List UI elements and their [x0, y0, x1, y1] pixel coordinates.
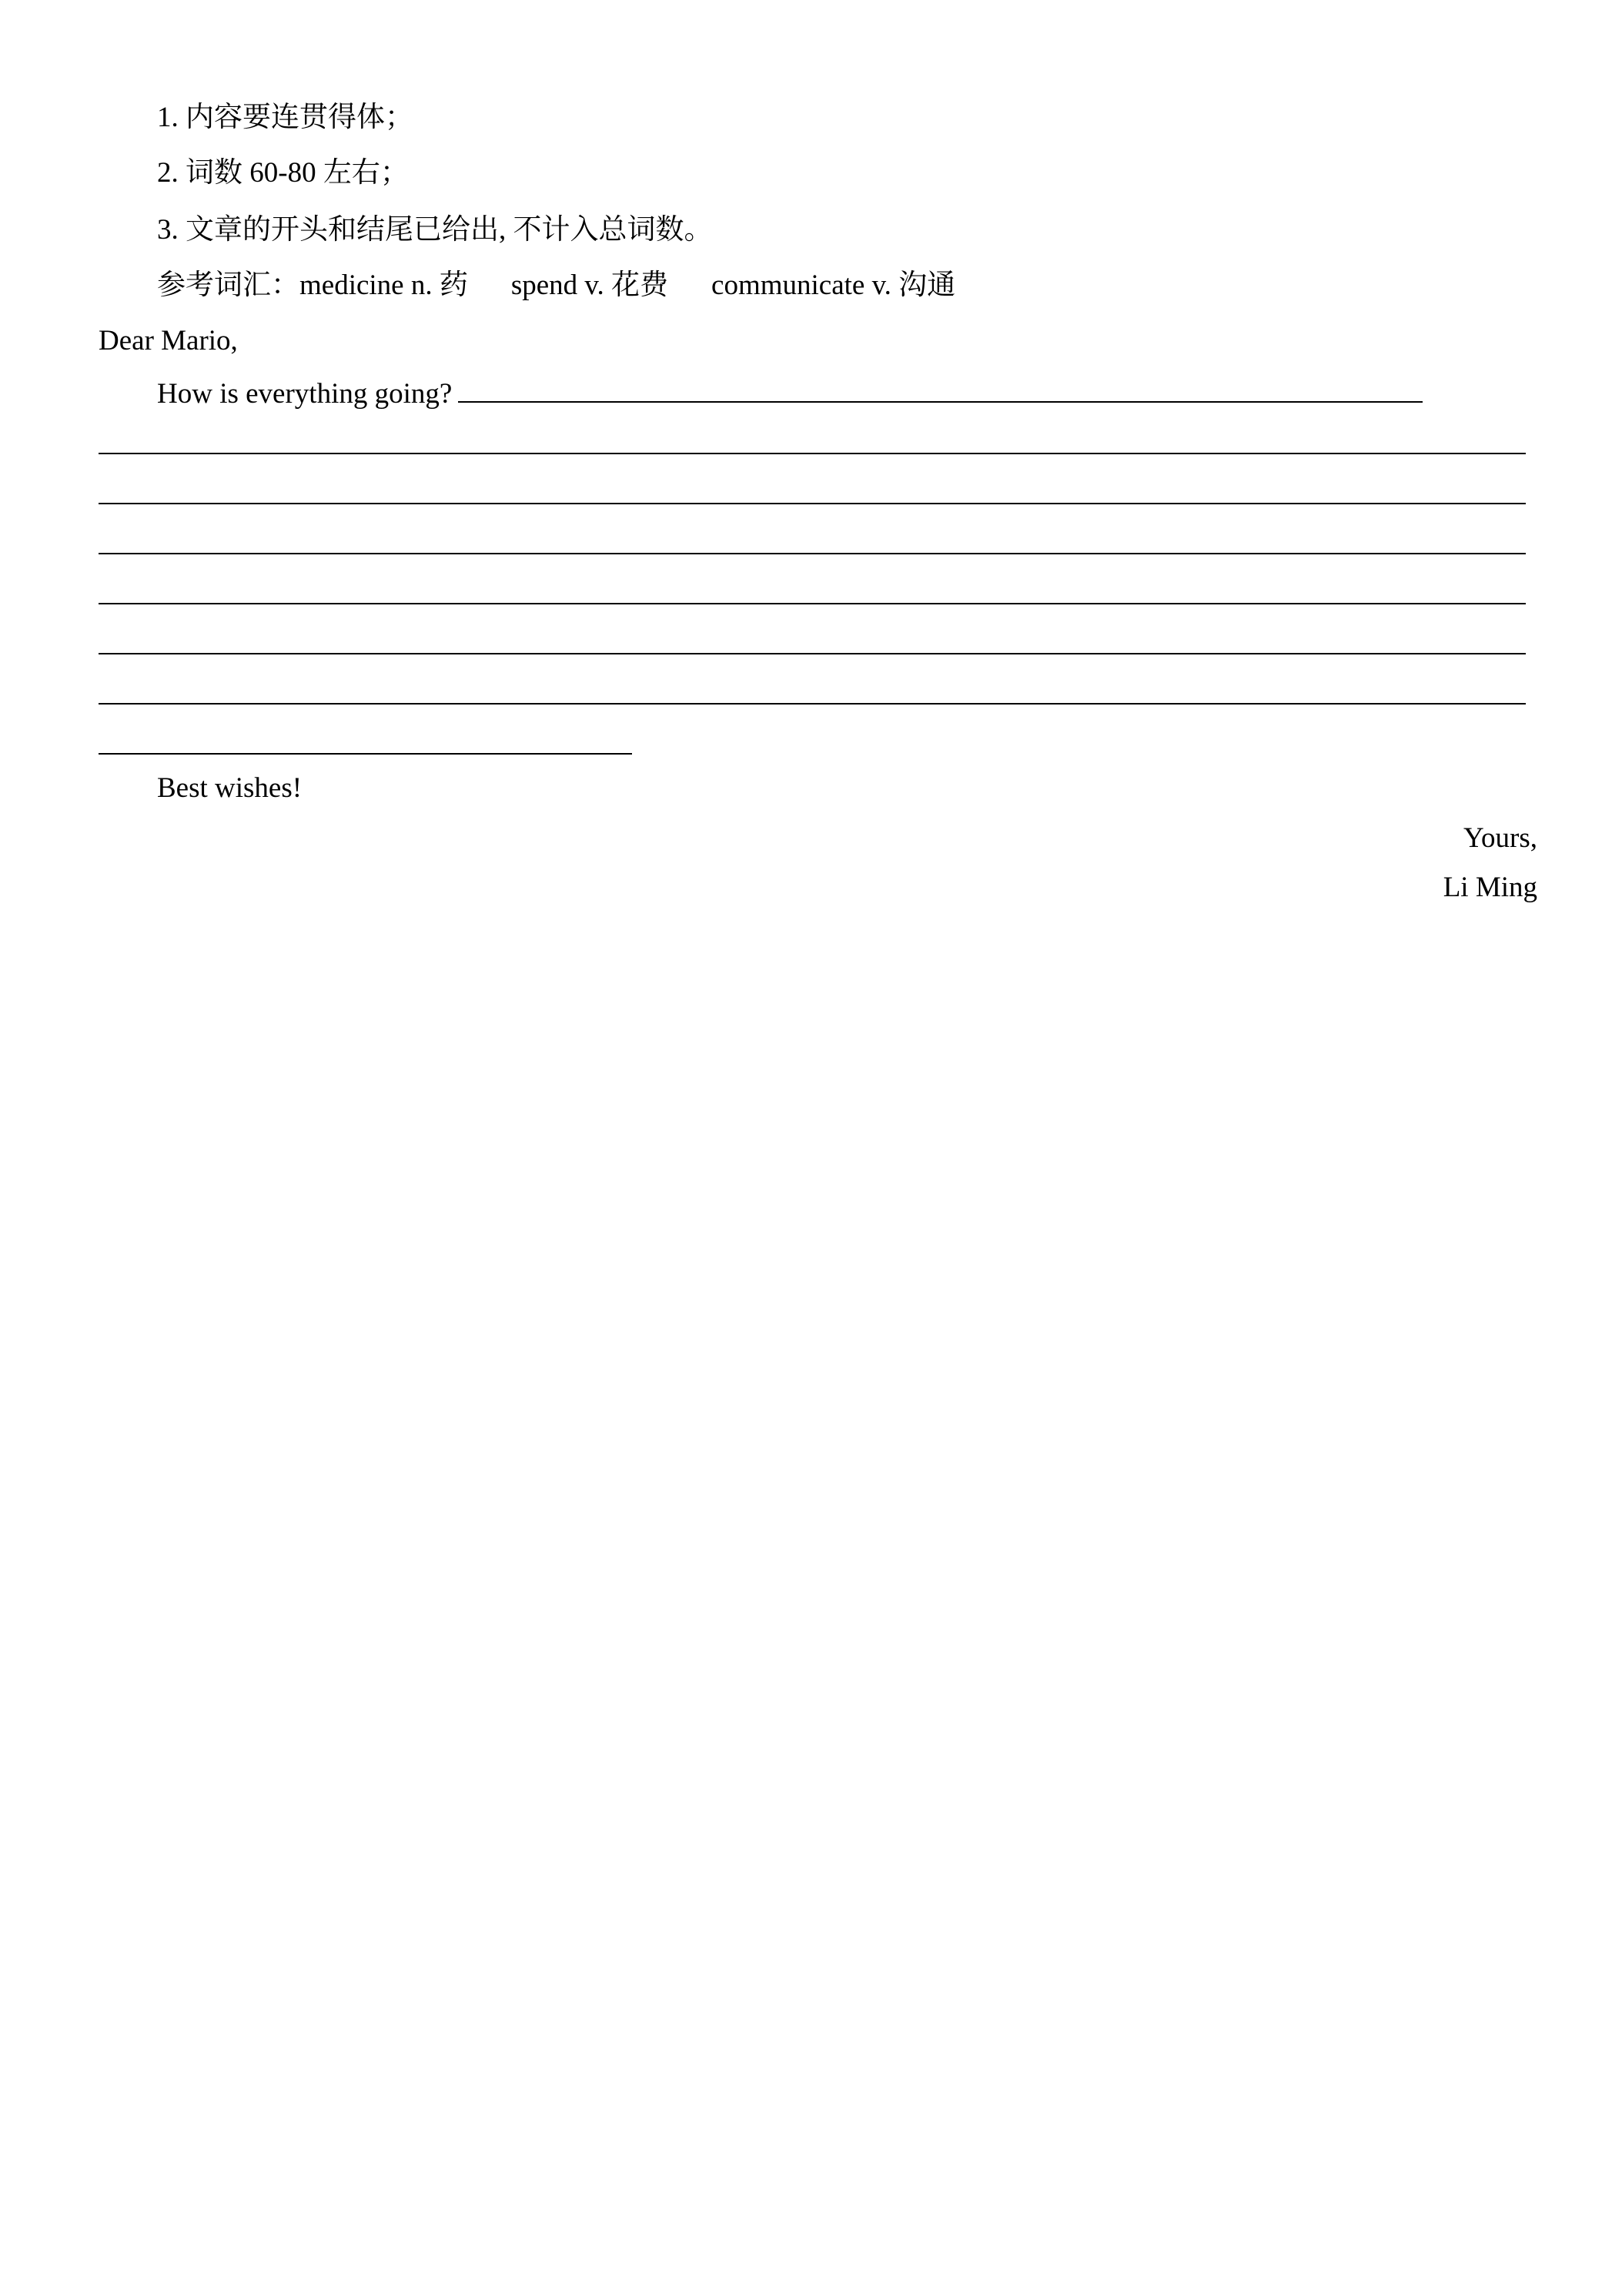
letter-signature: Li Ming	[1443, 872, 1537, 903]
writing-line[interactable]	[99, 453, 1526, 454]
writing-blank-inline[interactable]	[458, 377, 1423, 403]
writing-line[interactable]	[99, 703, 1526, 705]
vocabulary-label: 参考词汇：	[157, 269, 299, 301]
letter-salutation: Dear Mario,	[99, 325, 238, 356]
vocabulary-item: spend v. 花费	[510, 269, 669, 301]
letter-opening-line	[157, 377, 1423, 408]
requirement-3: 3. 文章的开头和结尾已给出, 不计入总词数。	[157, 214, 713, 246]
vocabulary-line	[157, 271, 955, 300]
requirement-1: 1. 内容要连贯得体；	[157, 102, 413, 133]
writing-line[interactable]	[99, 653, 1526, 654]
writing-line[interactable]	[99, 603, 1526, 604]
writing-line[interactable]	[99, 503, 1526, 504]
vocabulary-item: communicate v. 沟通	[711, 269, 956, 301]
writing-line[interactable]	[99, 553, 1526, 554]
letter-opening: How is everything going?	[157, 378, 453, 410]
letter-closing: Best wishes!	[157, 772, 303, 804]
writing-line-short[interactable]	[99, 753, 632, 755]
requirement-2: 2. 词数 60-80 左右；	[157, 157, 409, 189]
vocabulary-item: medicine n. 药	[299, 269, 468, 301]
letter-signoff: Yours,	[1463, 822, 1537, 854]
